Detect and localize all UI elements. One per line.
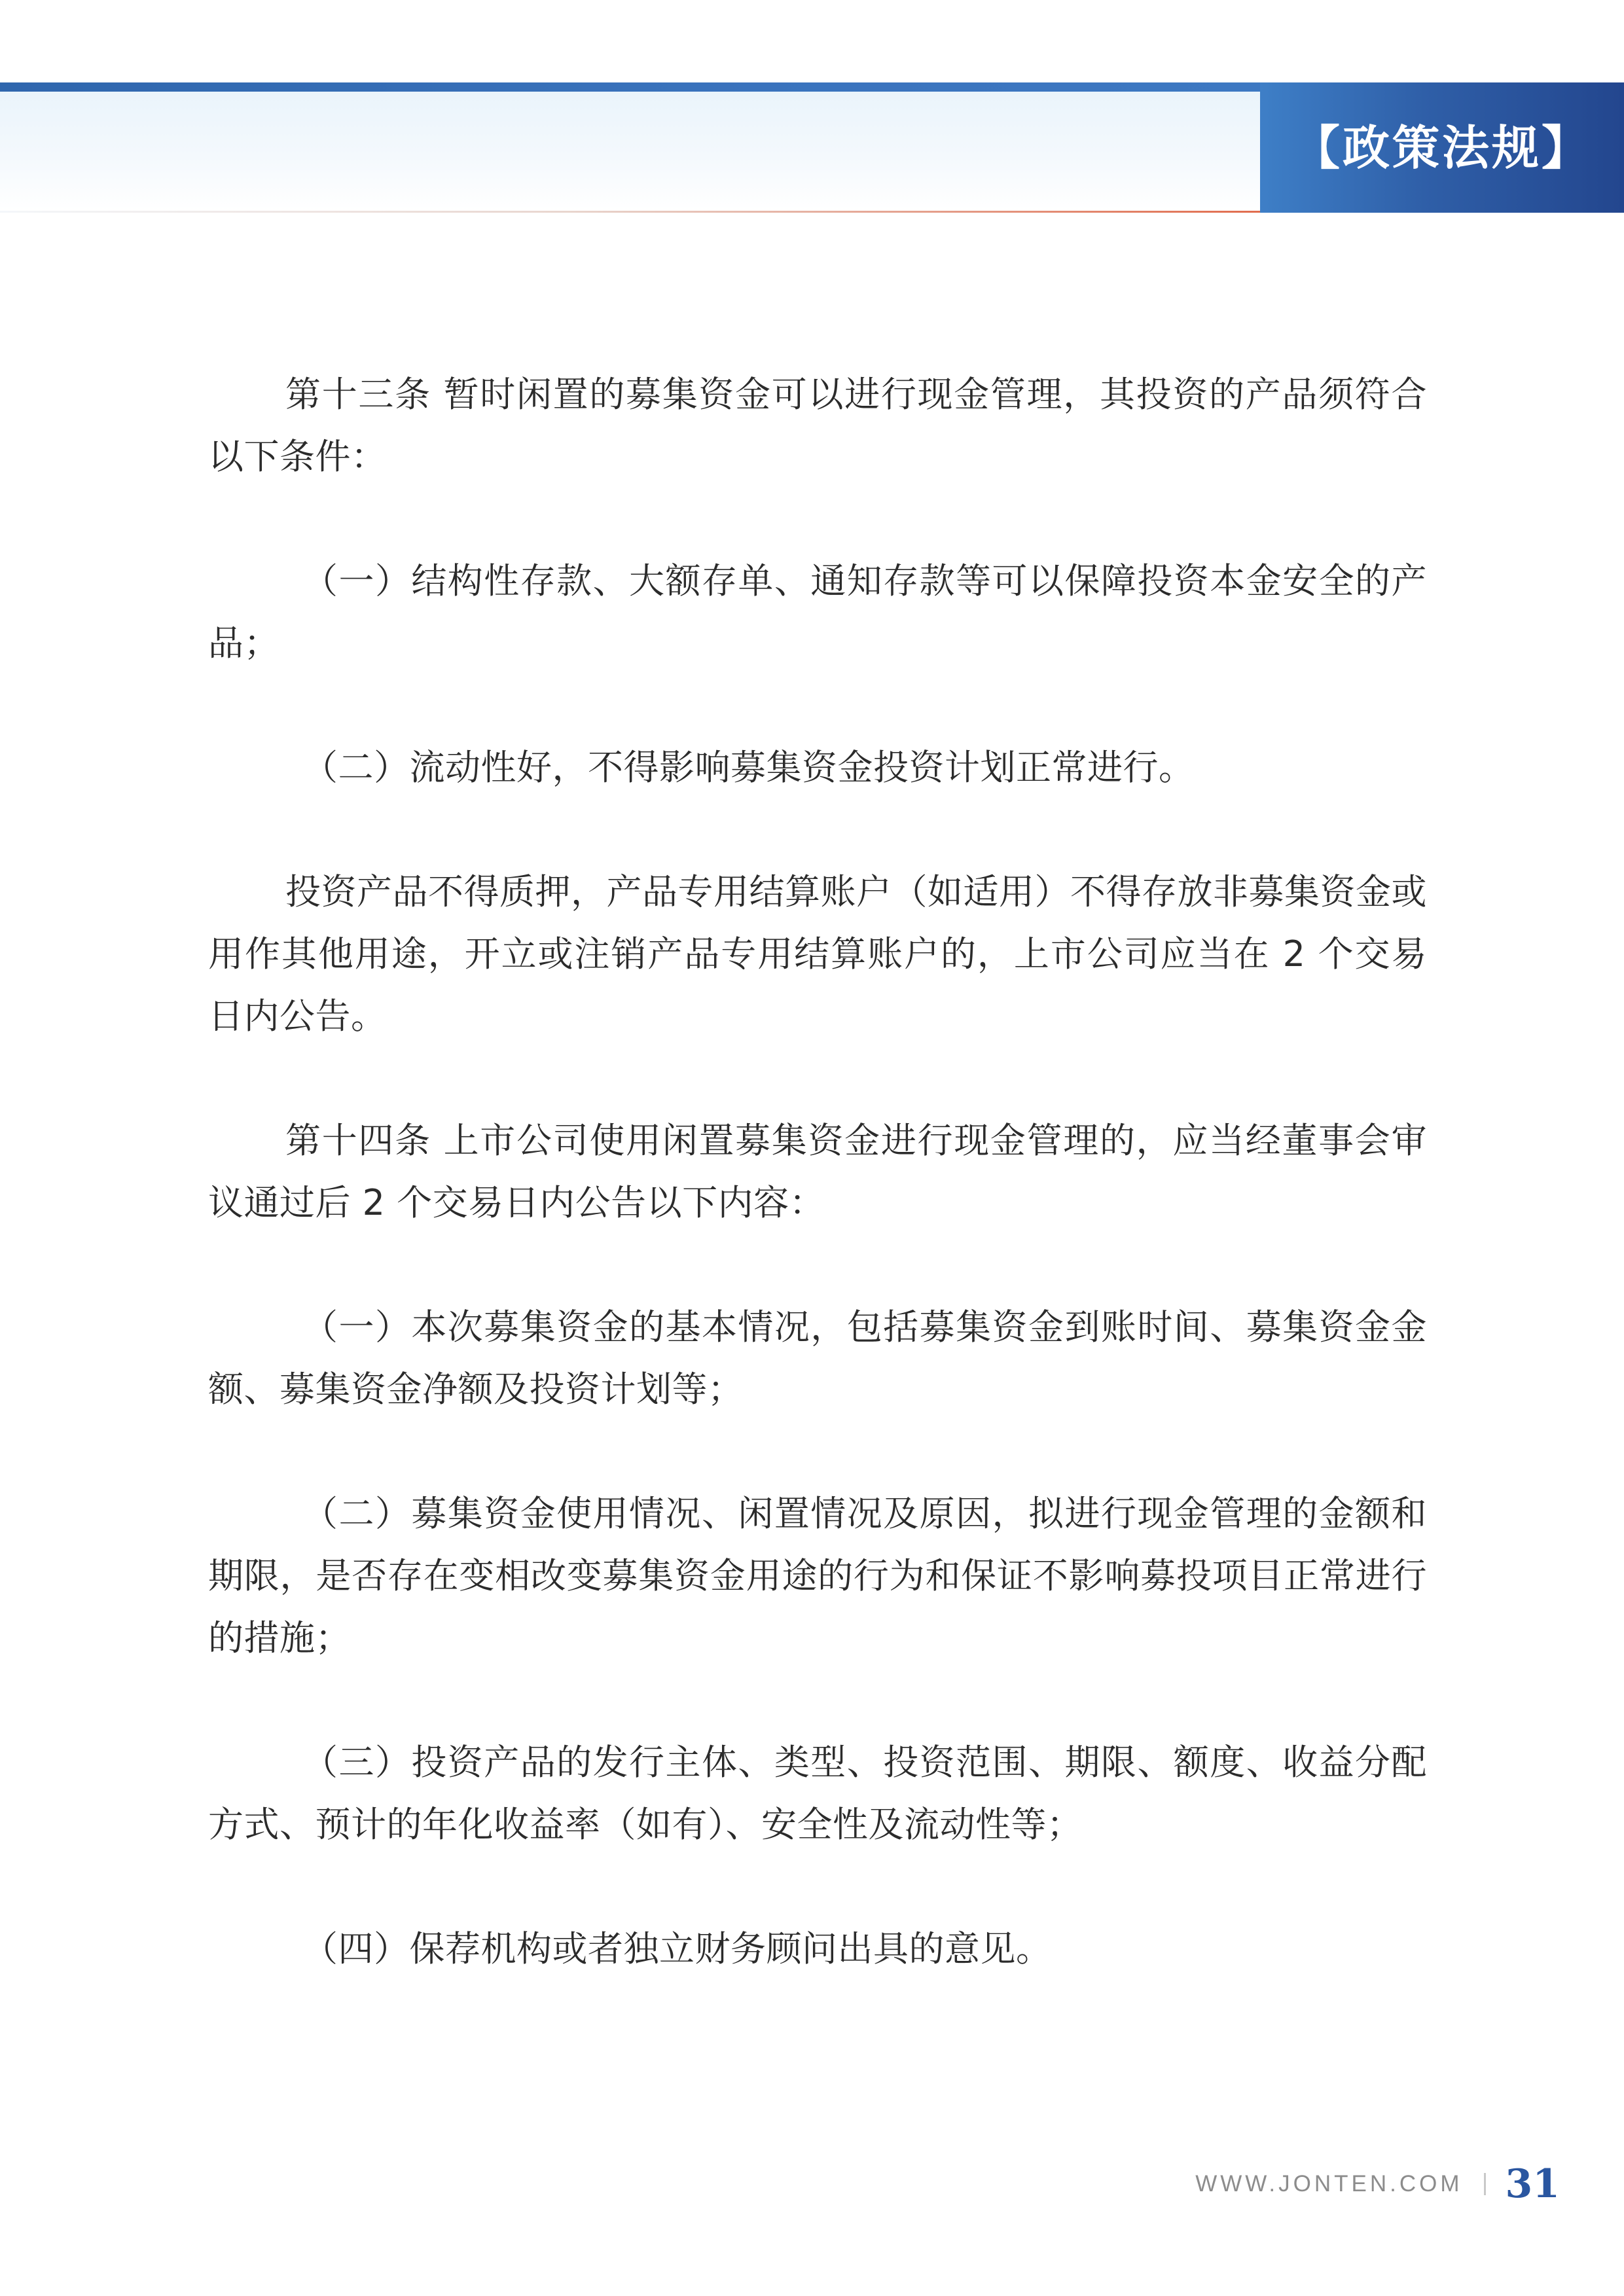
website-url[interactable]: WWW.JONTEN.COM	[1195, 2171, 1463, 2197]
article-13-item-2: （二）流动性好，不得影响募集资金投资计划正常进行。	[302, 747, 1195, 788]
section-tab	[1260, 82, 1624, 213]
section-label: 【政策法规】	[1292, 119, 1591, 175]
article-14-item-4: （四）保荐机构或者独立财务顾问出具的意见。	[302, 1928, 1052, 1969]
header-top-line	[0, 82, 1260, 92]
article-13-item-1: （一）结构性存款、大额存单、通知存款等可以保障投资本金安全的产品；	[208, 560, 1427, 664]
article-14-item-2: （二）募集资金使用情况、闲置情况及原因，拟进行现金管理的金额和期限，是否存在变相改变募集资金用途的行为和保证不影响募投项目正常进行的措施；	[208, 1493, 1427, 1659]
article-body	[208, 363, 1427, 1980]
article-14-item-1: （一）本次募集资金的基本情况，包括募集资金到账时间、募集资金金额、募集资金净额及投资计划等；	[208, 1306, 1427, 1410]
article-13-note: 投资产品不得质押，产品专用结算账户（如适用）不得存放非募集资金或用作其他用途，开立或注销产品专用结算账户的，上市公司应当在 2 个交易日内公告。	[208, 871, 1427, 1037]
header-panel	[0, 92, 1260, 211]
header-divider	[0, 211, 1260, 213]
article-14-item-3: （三）投资产品的发行主体、类型、投资范围、期限、额度、收益分配方式、预计的年化收益率（如有）、安全性及流动性等；	[208, 1742, 1427, 1845]
page-number: 31	[1505, 2161, 1560, 2207]
footer-divider	[1484, 2173, 1486, 2195]
article-paragraph-14: 第十四条 上市公司使用闲置募集资金进行现金管理的，应当经董事会审议通过后 2 个交易日内公告以下内容：	[208, 1120, 1427, 1223]
page-footer	[1195, 2161, 1560, 2207]
article-paragraph-13: 第十三条 暂时闲置的募集资金可以进行现金管理，其投资的产品须符合以下条件：	[208, 374, 1427, 477]
